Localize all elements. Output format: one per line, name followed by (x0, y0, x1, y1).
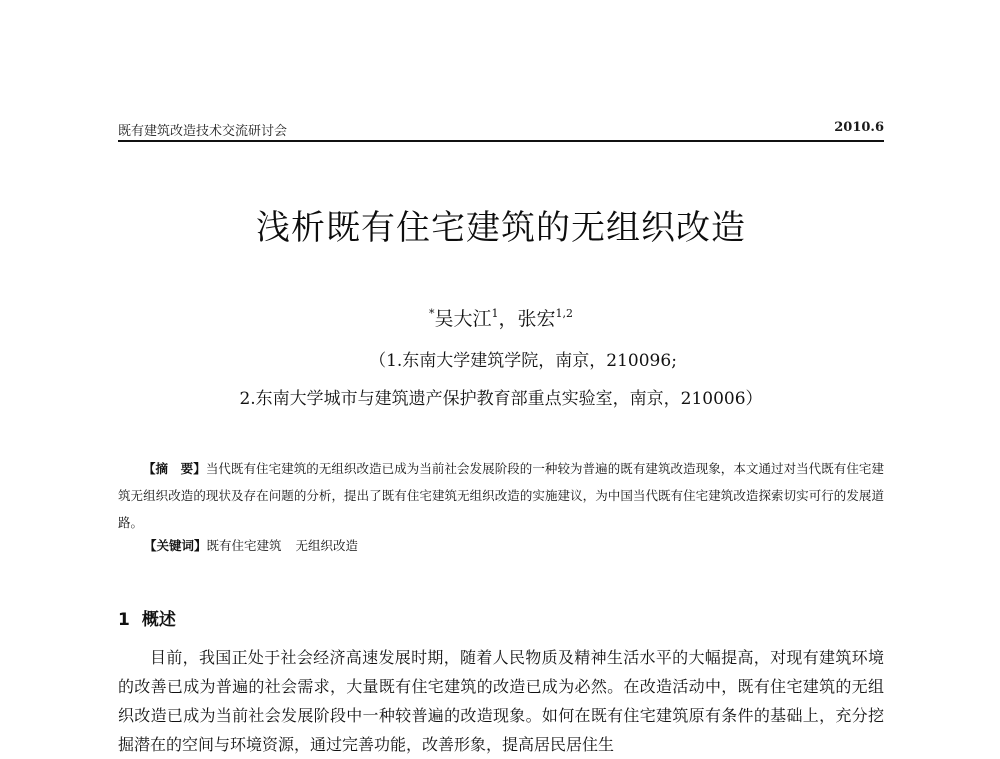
author-1-affil-ref: 1 (491, 307, 499, 320)
header-rule (118, 140, 884, 142)
author-line (118, 304, 884, 331)
abstract-text: 当代既有住宅建筑的无组织改造已成为当前社会发展阶段的一种较为普遍的既有建筑改造现象，本文通过对当代既有住宅建筑无组织改造的现状及存在问题的分析，提出了既有住宅建筑无组织改造的实施建议，为中国当代既有住宅建筑改造探索切实可行的发展道路。 (118, 461, 884, 530)
affiliation-1: （1.东南大学建筑学院，南京，210096; (369, 351, 677, 371)
author-2-name: 张宏 (517, 308, 556, 330)
section-title: 概述 (141, 610, 176, 630)
keyword-item: 无组织改造 (295, 538, 359, 553)
conference-name: 既有建筑改造技术交流研讨会 (118, 124, 288, 139)
author-separator: ， (498, 308, 518, 330)
paper-title: 浅析既有住宅建筑的无组织改造 (256, 208, 746, 248)
publication-date: 2010.6 (834, 120, 884, 135)
running-header (118, 118, 884, 140)
keyword-item: 既有住宅建筑 (206, 538, 282, 553)
body-paragraph: 目前，我国正处于社会经济高速发展时期，随着人民物质及精神生活水平的大幅提高，对现有建筑环境的改善已成为普遍的社会需求，大量既有住宅建筑的改造已成为必然。在改造活动中，既有住宅建筑的无组织改造已成为当前社会发展阶段中一种较普遍的改造现象。如何在既有住宅建筑原有条件的基础上，充分挖掘潜在的空间与环境资源，通过完善功能，改善形象，提高居民居住生 (118, 648, 884, 754)
keywords-label: 【关键词】 (144, 538, 207, 553)
section-heading (118, 605, 176, 630)
abstract-label: 【摘 要】 (143, 461, 206, 476)
keywords (144, 536, 372, 554)
affiliation-2: 2.东南大学城市与建筑遗产保护教育部重点实验室，南京，210006） (239, 389, 763, 409)
abstract (118, 455, 884, 536)
corresponding-mark: * (428, 307, 435, 320)
author-1-name: 吴大江 (434, 308, 492, 330)
section-number: 1 (118, 610, 130, 630)
author-2-affil-ref: 1,2 (555, 307, 574, 320)
